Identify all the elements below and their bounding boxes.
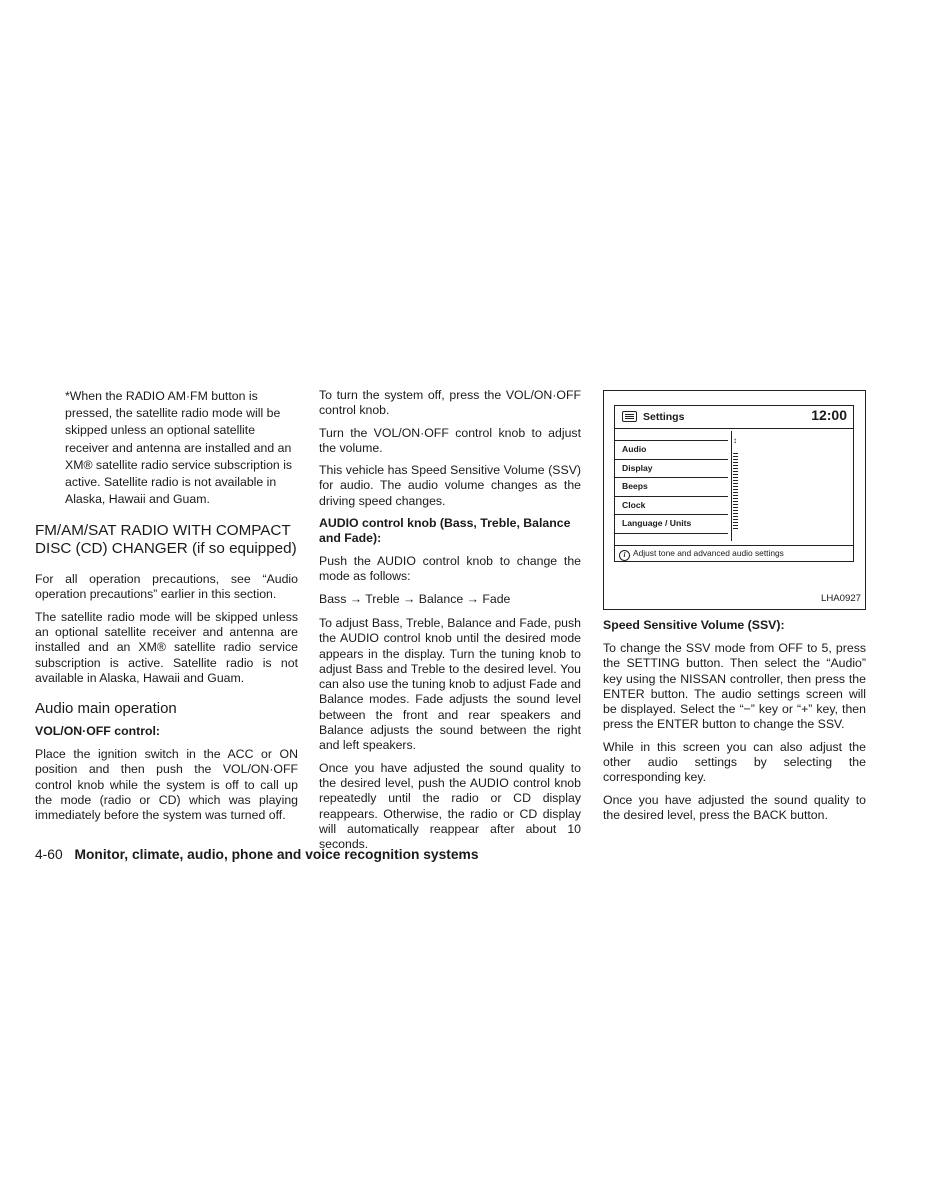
screen-header	[615, 406, 853, 429]
paragraph: Once you have adjusted the sound quality to the desired level, push the AUDIO control knob repeatedly until the radio or CD display reappears. Otherwise, the radio or CD display will automatically reappear after about 10 seconds.	[319, 760, 581, 852]
up-down-arrow-icon: ↕	[733, 436, 737, 445]
paragraph: Push the AUDIO control knob to change the mode as follows:	[319, 554, 581, 584]
subheading: Audio main operation	[35, 700, 177, 718]
scroll-indicator	[731, 431, 738, 541]
menu-item-audio[interactable]: Audio	[615, 440, 728, 459]
paragraph: Once you have adjusted the sound quality to the desired level, press the BACK button.	[603, 792, 866, 822]
screen-clock: 12:00	[811, 407, 847, 423]
menu-item-display[interactable]: Display	[615, 459, 728, 478]
page-footer	[35, 847, 479, 862]
settings-screen	[614, 405, 854, 562]
paragraph: Turn the VOL/ON·OFF control knob to adjust the volume.	[319, 425, 581, 455]
settings-menu	[615, 440, 728, 534]
scroll-ticks	[733, 453, 738, 531]
mode-sequence: Bass → Treble → Balance → Fade	[319, 591, 511, 606]
paragraph: To adjust Bass, Treble, Balance and Fade, push the AUDIO control knob until the desired mode appears in the display. Turn the tuning knob to adjust Bass and Treble to the desired level. You can also use the tuning knob to adjust Fade and Balance modes. Fade adjusts the sound level between the front and rear speakers and Balance adjusts the sound between the right and left speakers.	[319, 615, 581, 753]
screen-footer-text: Adjust tone and advanced audio settings	[633, 548, 784, 558]
chapter-title: Monitor, climate, audio, phone and voice recognition systems	[74, 847, 479, 862]
paragraph: The satellite radio mode will be skipped unless an optional satellite receiver and antenna are installed and an XM® satellite radio service subscription is active. Satellite radio is not available in Alaska, Hawaii and Guam.	[35, 609, 298, 685]
menu-item-beeps[interactable]: Beeps	[615, 477, 728, 496]
paragraph: To change the SSV mode from OFF to 5, press the SETTING button. Then select the “Audio” key using the NISSAN controller, then press the ENTER button. The audio settings screen will be displayed. Select the “−” key or “+” key, then press the ENTER button to change the SSV.	[603, 641, 866, 732]
settings-icon	[622, 411, 637, 422]
bold-heading: Speed Sensitive Volume (SSV):	[603, 618, 785, 632]
column-3	[603, 390, 866, 830]
page-number: 4-60	[35, 847, 63, 862]
bold-heading: VOL/ON·OFF control:	[35, 724, 161, 739]
column-1	[35, 388, 298, 831]
info-icon: i	[619, 550, 630, 561]
paragraph: Place the ignition switch in the ACC or ON position and then push the VOL/ON·OFF control knob while the system is off to call up the mode (radio or CD) which was playing immediately before the system was turned off.	[35, 747, 298, 823]
paragraph: To turn the system off, press the VOL/ON·OFF control knob.	[319, 388, 581, 418]
bold-heading: AUDIO control knob (Bass, Treble, Balance and Fade):	[319, 516, 571, 546]
screen-title: Settings	[643, 411, 685, 423]
column-2	[319, 388, 581, 859]
paragraph: For all operation precautions, see “Audio operation precautions” earlier in this section.	[35, 572, 298, 602]
screen-footer	[615, 545, 853, 561]
section-heading: FM/AM/SAT RADIO WITH COMPACT DISC (CD) CHANGER (if so equipped)	[35, 522, 297, 558]
figure-code: LHA0927	[820, 592, 861, 604]
paragraph: This vehicle has Speed Sensitive Volume (SSV) for audio. The audio volume changes as the driving speed changes.	[319, 463, 581, 508]
menu-item-clock[interactable]: Clock	[615, 496, 728, 515]
satellite-note: *When the RADIO AM·FM button is pressed, the satellite radio mode will be skipped unless an optional satellite receiver and antenna are installed and an XM® satellite radio service subscription is active. Satellite radio is not available in Alaska, Hawaii and Guam.	[65, 389, 293, 507]
menu-item-language-units[interactable]: Language / Units	[615, 514, 728, 534]
paragraph: While in this screen you can also adjust the other audio settings by selecting the corresponding key.	[603, 739, 866, 785]
settings-screen-figure	[603, 390, 866, 610]
